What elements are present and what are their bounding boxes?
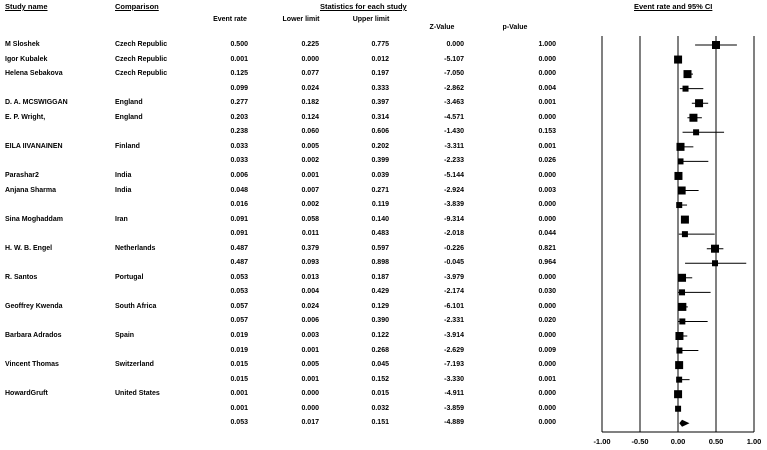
row-p-cell: 0.000 bbox=[538, 70, 556, 78]
row-lower-cell: 0.182 bbox=[301, 99, 319, 107]
row-z-cell: -2.174 bbox=[444, 288, 464, 296]
row-upper-cell: 0.032 bbox=[371, 404, 389, 412]
row-comparison-cell: England bbox=[115, 99, 143, 107]
row-study-cell: Igor Kubalek bbox=[5, 55, 48, 63]
row-rate-cell: 0.015 bbox=[230, 375, 248, 383]
row-comparison-cell: Finland bbox=[115, 142, 140, 150]
row-upper-cell: 0.151 bbox=[371, 419, 389, 427]
row-study-cell: Vincent Thomas bbox=[5, 361, 59, 369]
row-rate-cell: 0.053 bbox=[230, 288, 248, 296]
row-comparison-cell: Czech Republic bbox=[115, 70, 168, 78]
row-z-cell: -2.018 bbox=[444, 230, 464, 238]
row-comparison-cell: Czech Republic bbox=[115, 41, 168, 48]
row-lower-cell: 0.001 bbox=[301, 171, 319, 179]
row-p-cell: 0.004 bbox=[538, 84, 556, 92]
row-lower-cell: 0.077 bbox=[301, 70, 319, 78]
event-rate-header: Event rate bbox=[213, 16, 247, 23]
row-lower-cell: 0.005 bbox=[301, 361, 319, 369]
row-p-cell: 0.026 bbox=[538, 157, 556, 165]
row-upper-cell: 0.197 bbox=[371, 70, 389, 78]
row-z-cell: -5.144 bbox=[444, 171, 464, 179]
upper-limit-header: Upper limit bbox=[352, 16, 390, 23]
row-rate-cell: 0.006 bbox=[230, 171, 248, 179]
row-z-cell: -2.233 bbox=[444, 157, 464, 165]
row-p-cell: 0.044 bbox=[538, 230, 556, 238]
row-lower-cell: 0.024 bbox=[301, 302, 319, 310]
row-p-cell: 1.000 bbox=[538, 41, 556, 48]
row-lower-cell: 0.058 bbox=[301, 215, 319, 223]
point-marker bbox=[682, 231, 688, 237]
row-z-cell: -2.924 bbox=[444, 186, 464, 194]
z-value-header: Z-Value bbox=[429, 24, 455, 31]
row-z-cell: -3.914 bbox=[444, 332, 464, 339]
row-z-cell: -5.107 bbox=[444, 55, 464, 63]
plot-header: Event rate and 95% CI bbox=[634, 2, 713, 11]
row-upper-cell: 0.314 bbox=[371, 113, 389, 121]
point-marker bbox=[677, 143, 685, 151]
row-lower-cell: 0.017 bbox=[301, 419, 319, 427]
row-z-cell: -3.330 bbox=[444, 375, 464, 383]
point-marker bbox=[683, 86, 689, 92]
row-comparison-cell: Iran bbox=[115, 215, 128, 223]
row-z-cell: -4.889 bbox=[444, 419, 464, 427]
row-rate-cell: 0.099 bbox=[230, 84, 248, 92]
row-rate-cell: 0.019 bbox=[230, 332, 248, 339]
row-upper-cell: 0.597 bbox=[371, 244, 389, 252]
point-marker bbox=[712, 41, 720, 49]
row-upper-cell: 0.429 bbox=[371, 288, 389, 296]
p-value-header: p-Value bbox=[502, 24, 528, 31]
row-z-cell: -3.311 bbox=[444, 142, 464, 150]
row-upper-cell: 0.140 bbox=[371, 215, 389, 223]
row-z-cell: -3.979 bbox=[444, 273, 464, 281]
row-z-cell: -3.839 bbox=[444, 201, 464, 209]
row-study-cell: Helena Sebakova bbox=[5, 70, 63, 78]
row-upper-cell: 0.268 bbox=[371, 346, 389, 354]
row-upper-cell: 0.012 bbox=[371, 55, 389, 63]
row-comparison-cell: Netherlands bbox=[115, 244, 156, 252]
row-p-cell: 0.821 bbox=[538, 244, 556, 252]
row-rate-cell: 0.053 bbox=[230, 419, 248, 427]
row-upper-cell: 0.122 bbox=[371, 332, 389, 339]
row-lower-cell: 0.003 bbox=[301, 332, 319, 339]
row-rate-cell: 0.091 bbox=[230, 215, 248, 223]
point-marker bbox=[676, 377, 682, 383]
row-rate-cell: 0.033 bbox=[230, 157, 248, 165]
row-z-cell: -2.629 bbox=[444, 346, 464, 354]
row-upper-cell: 0.187 bbox=[371, 273, 389, 281]
row-p-cell: 0.030 bbox=[538, 288, 556, 296]
row-z-cell: -6.101 bbox=[444, 302, 464, 310]
row-p-cell: 0.000 bbox=[538, 171, 556, 179]
point-marker bbox=[676, 348, 682, 354]
row-z-cell: -0.045 bbox=[444, 259, 464, 267]
x-tick-label: -1.00 bbox=[593, 437, 611, 446]
row-comparison-cell: India bbox=[115, 171, 132, 179]
row-upper-cell: 0.606 bbox=[371, 128, 389, 136]
point-marker bbox=[675, 406, 681, 412]
row-p-cell: 0.020 bbox=[538, 317, 556, 325]
row-lower-cell: 0.002 bbox=[301, 157, 319, 165]
x-tick-label: 1.00 bbox=[746, 437, 762, 446]
row-p-cell: 0.000 bbox=[538, 302, 556, 310]
row-z-cell: -3.463 bbox=[444, 99, 464, 107]
row-lower-cell: 0.379 bbox=[301, 244, 319, 252]
row-p-cell: 0.000 bbox=[538, 273, 556, 281]
row-p-cell: 0.000 bbox=[538, 361, 556, 369]
row-study-cell: H. W. B. Engel bbox=[5, 244, 53, 252]
row-upper-cell: 0.483 bbox=[371, 230, 389, 238]
x-tick-label: 0.50 bbox=[708, 437, 724, 446]
row-z-cell: -3.859 bbox=[444, 404, 464, 412]
row-p-cell: 0.000 bbox=[538, 404, 556, 412]
row-p-cell: 0.000 bbox=[538, 390, 556, 398]
row-comparison-cell: Spain bbox=[115, 332, 135, 339]
row-p-cell: 0.001 bbox=[538, 375, 556, 383]
point-marker bbox=[689, 114, 697, 122]
row-upper-cell: 0.202 bbox=[371, 142, 389, 150]
row-rate-cell: 0.001 bbox=[230, 390, 248, 398]
row-rate-cell: 0.053 bbox=[230, 273, 248, 281]
row-p-cell: 0.003 bbox=[538, 186, 556, 194]
comparison-header: Comparison bbox=[115, 2, 159, 11]
row-lower-cell: 0.000 bbox=[301, 55, 319, 63]
row-z-cell: -2.862 bbox=[444, 84, 464, 92]
row-p-cell: 0.000 bbox=[538, 113, 556, 121]
row-rate-cell: 0.125 bbox=[230, 70, 248, 78]
row-rate-cell: 0.048 bbox=[230, 186, 248, 194]
row-rate-cell: 0.057 bbox=[230, 302, 248, 310]
row-z-cell: -9.314 bbox=[444, 215, 464, 223]
row-upper-cell: 0.271 bbox=[371, 186, 389, 194]
row-z-cell: -2.331 bbox=[444, 317, 464, 325]
row-comparison-cell: Portugal bbox=[115, 273, 144, 281]
row-upper-cell: 0.390 bbox=[371, 317, 389, 325]
row-z-cell: -4.911 bbox=[444, 390, 464, 398]
x-tick-label: -0.50 bbox=[631, 437, 649, 446]
row-z-cell: -1.430 bbox=[444, 128, 464, 136]
point-marker bbox=[684, 70, 692, 78]
row-rate-cell: 0.203 bbox=[230, 113, 248, 121]
row-comparison-cell: United States bbox=[115, 390, 160, 398]
lower-limit-header: Lower limit bbox=[282, 16, 320, 23]
row-upper-cell: 0.015 bbox=[371, 390, 389, 398]
row-rate-cell: 0.001 bbox=[230, 404, 248, 412]
point-marker bbox=[676, 202, 682, 208]
row-lower-cell: 0.011 bbox=[301, 230, 319, 238]
row-rate-cell: 0.057 bbox=[230, 317, 248, 325]
row-rate-cell: 0.487 bbox=[230, 259, 248, 267]
point-marker bbox=[678, 303, 686, 311]
row-upper-cell: 0.045 bbox=[371, 361, 389, 369]
row-z-cell: 0.000 bbox=[446, 41, 464, 48]
x-tick-label: 0.00 bbox=[670, 437, 686, 446]
row-rate-cell: 0.015 bbox=[230, 361, 248, 369]
point-marker bbox=[675, 332, 683, 340]
row-lower-cell: 0.000 bbox=[301, 390, 319, 398]
point-marker bbox=[695, 99, 703, 107]
row-z-cell: -4.571 bbox=[444, 113, 464, 121]
row-lower-cell: 0.007 bbox=[301, 186, 319, 194]
point-marker bbox=[681, 216, 689, 224]
row-study-cell: Anjana Sharma bbox=[5, 186, 56, 194]
row-p-cell: 0.000 bbox=[538, 419, 556, 427]
row-rate-cell: 0.277 bbox=[230, 99, 248, 107]
row-z-cell: -7.193 bbox=[444, 361, 464, 369]
point-marker bbox=[678, 187, 686, 195]
row-p-cell: 0.964 bbox=[538, 259, 556, 267]
point-marker bbox=[711, 245, 719, 253]
statistics-header: Statistics for each study bbox=[320, 2, 407, 11]
row-p-cell: 0.000 bbox=[538, 332, 556, 339]
row-lower-cell: 0.001 bbox=[301, 375, 319, 383]
row-study-cell: E. P. Wright, bbox=[5, 113, 46, 121]
row-upper-cell: 0.397 bbox=[371, 99, 389, 107]
row-rate-cell: 0.033 bbox=[230, 142, 248, 150]
row-upper-cell: 0.399 bbox=[371, 157, 389, 165]
row-upper-cell: 0.129 bbox=[371, 302, 389, 310]
row-lower-cell: 0.001 bbox=[301, 346, 319, 354]
row-p-cell: 0.001 bbox=[538, 99, 556, 107]
row-p-cell: 0.000 bbox=[538, 215, 556, 223]
row-upper-cell: 0.039 bbox=[371, 171, 389, 179]
row-rate-cell: 0.500 bbox=[230, 41, 248, 48]
row-comparison-cell: England bbox=[115, 113, 143, 121]
study-name-header: Study name bbox=[5, 2, 48, 11]
row-upper-cell: 0.775 bbox=[371, 41, 389, 48]
row-lower-cell: 0.124 bbox=[301, 113, 319, 121]
point-marker bbox=[712, 260, 718, 266]
row-study-cell: EILA IIVANAINEN bbox=[5, 142, 63, 150]
point-marker bbox=[693, 129, 699, 135]
point-marker bbox=[674, 56, 682, 64]
row-upper-cell: 0.898 bbox=[371, 259, 389, 267]
overall-diamond bbox=[679, 420, 689, 427]
row-p-cell: 0.009 bbox=[538, 346, 556, 354]
row-lower-cell: 0.060 bbox=[301, 128, 319, 136]
row-rate-cell: 0.019 bbox=[230, 346, 248, 354]
row-p-cell: 0.000 bbox=[538, 55, 556, 63]
row-p-cell: 0.001 bbox=[538, 142, 556, 150]
row-upper-cell: 0.119 bbox=[371, 201, 389, 209]
row-comparison-cell: South Africa bbox=[115, 302, 157, 310]
point-marker bbox=[678, 158, 684, 164]
row-upper-cell: 0.333 bbox=[371, 84, 389, 92]
point-marker bbox=[674, 172, 682, 180]
row-lower-cell: 0.006 bbox=[301, 317, 319, 325]
row-p-cell: 0.000 bbox=[538, 201, 556, 209]
row-rate-cell: 0.091 bbox=[230, 230, 248, 238]
point-marker bbox=[674, 390, 682, 398]
row-study-cell: D. A. MCSWIGGAN bbox=[5, 99, 68, 107]
row-comparison-cell: India bbox=[115, 186, 132, 194]
row-lower-cell: 0.005 bbox=[301, 142, 319, 150]
row-lower-cell: 0.000 bbox=[301, 404, 319, 412]
row-study-cell: Geoffrey Kwenda bbox=[5, 302, 63, 310]
row-p-cell: 0.153 bbox=[538, 128, 556, 136]
point-marker bbox=[679, 318, 685, 324]
row-lower-cell: 0.024 bbox=[301, 84, 319, 92]
row-study-cell: M Sloshek bbox=[5, 41, 40, 48]
point-marker bbox=[678, 274, 686, 282]
row-study-cell: R. Santos bbox=[5, 273, 38, 281]
row-study-cell: Parashar2 bbox=[5, 171, 39, 179]
row-rate-cell: 0.016 bbox=[230, 201, 248, 209]
row-study-cell: HowardGruft bbox=[5, 390, 48, 398]
row-upper-cell: 0.152 bbox=[371, 375, 389, 383]
row-rate-cell: 0.001 bbox=[230, 55, 248, 63]
row-rate-cell: 0.487 bbox=[230, 244, 248, 252]
row-study-cell: Barbara Adrados bbox=[5, 332, 62, 339]
row-lower-cell: 0.013 bbox=[301, 273, 319, 281]
row-lower-cell: 0.002 bbox=[301, 201, 319, 209]
row-lower-cell: 0.093 bbox=[301, 259, 319, 267]
point-marker bbox=[675, 361, 683, 369]
row-study-cell: Sina Moghaddam bbox=[5, 215, 63, 223]
row-lower-cell: 0.225 bbox=[301, 41, 319, 48]
row-comparison-cell: Czech Republic bbox=[115, 55, 168, 63]
point-marker bbox=[679, 289, 685, 295]
row-z-cell: -0.226 bbox=[444, 244, 464, 252]
row-rate-cell: 0.238 bbox=[230, 128, 248, 136]
row-z-cell: -7.050 bbox=[444, 70, 464, 78]
row-comparison-cell: Switzerland bbox=[115, 361, 154, 369]
row-lower-cell: 0.004 bbox=[301, 288, 319, 296]
